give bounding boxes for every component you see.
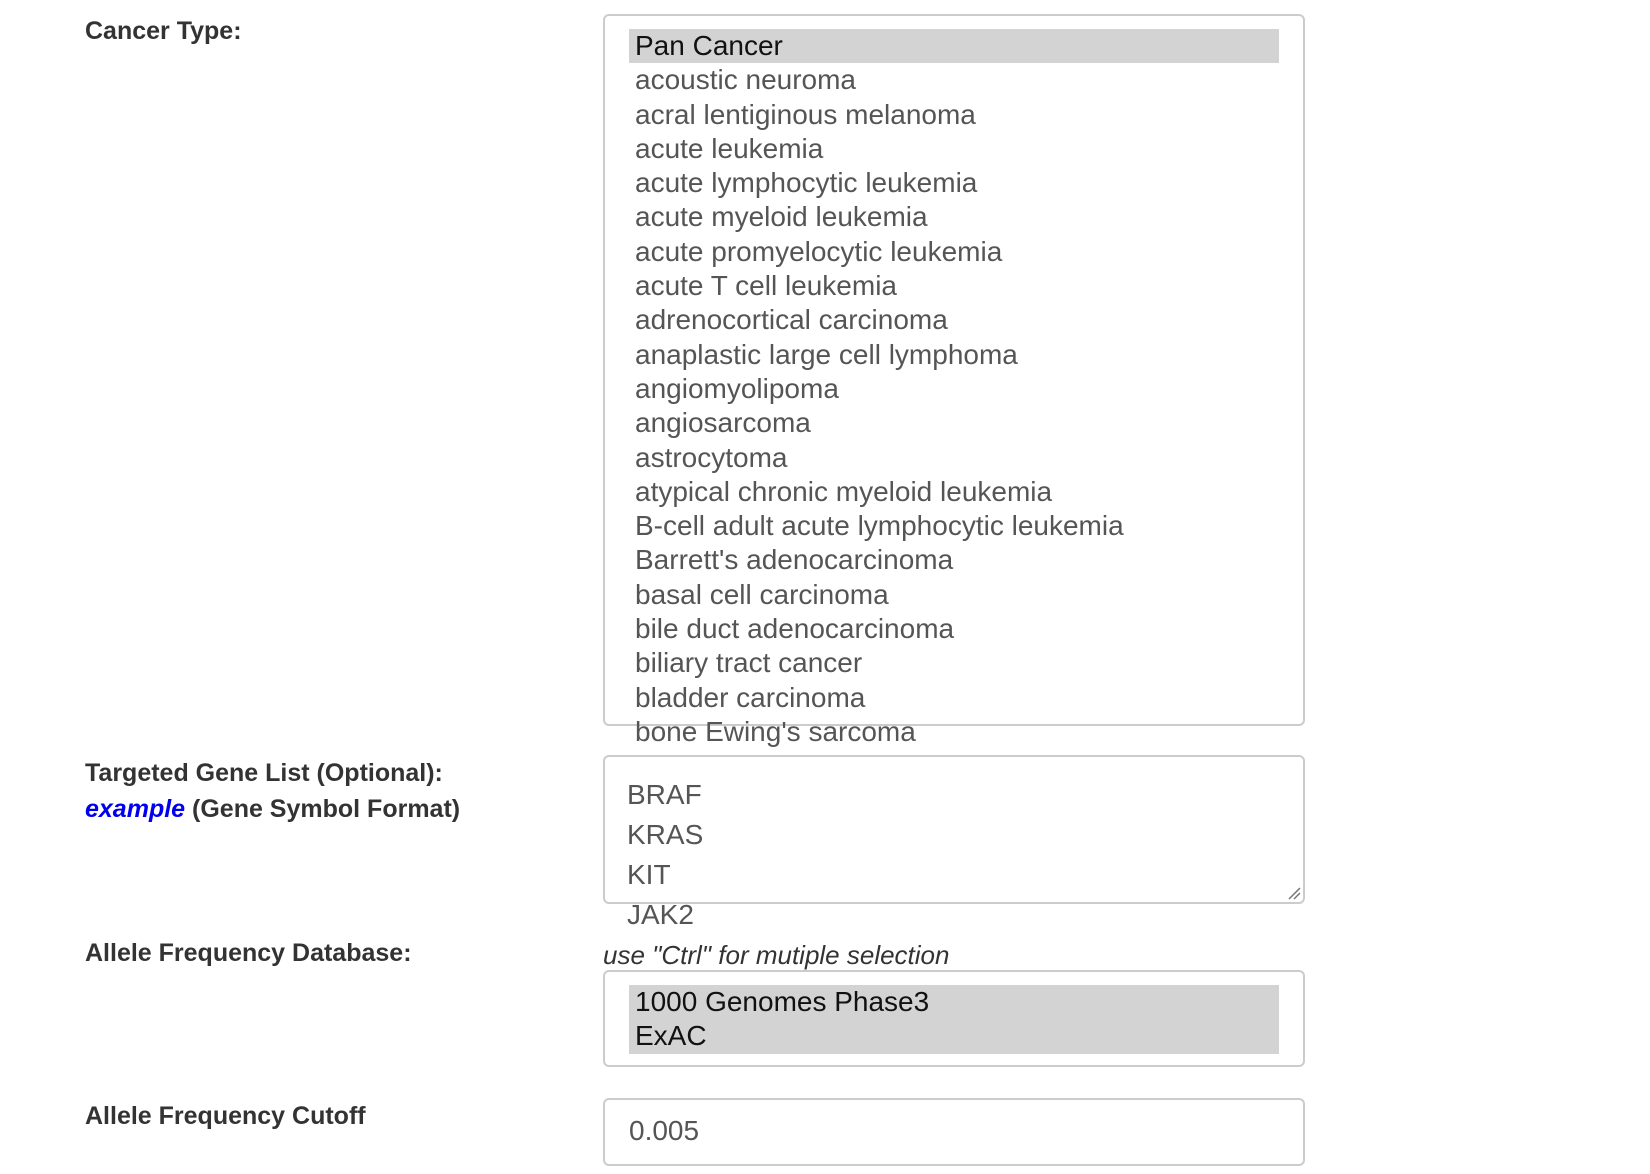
- cancer-type-option[interactable]: astrocytoma: [635, 441, 788, 473]
- allele-cutoff-value: 0.005: [629, 1115, 700, 1146]
- allele-cutoff-label: Allele Frequency Cutoff: [85, 1102, 366, 1130]
- gene-line: BRAF: [627, 779, 702, 810]
- cancer-type-option[interactable]: acute promyelocytic leukemia: [635, 235, 1003, 267]
- gene-line: JAK2: [627, 899, 694, 930]
- cancer-type-option[interactable]: acute T cell leukemia: [635, 270, 897, 302]
- cancer-type-options: [629, 29, 1279, 749]
- cancer-type-listbox[interactable]: [603, 14, 1305, 747]
- cancer-type-option[interactable]: adrenocortical carcinoma: [635, 304, 948, 336]
- gene-lines: [627, 775, 1303, 935]
- cancer-type-option[interactable]: bladder carcinoma: [635, 681, 866, 713]
- cancer-type-option[interactable]: basal cell carcinoma: [635, 578, 889, 610]
- cancer-type-option[interactable]: B-cell adult acute lymphocytic leukemia: [635, 510, 1124, 542]
- cancer-type-option[interactable]: anaplastic large cell lymphoma: [635, 338, 1018, 370]
- allele-cutoff-input[interactable]: [603, 1098, 1305, 1166]
- gene-list-label: Targeted Gene List (Optional):: [85, 759, 443, 787]
- cancer-type-option[interactable]: bone Ewing's sarcoma: [635, 715, 916, 747]
- gene-format-note: (Gene Symbol Format): [192, 795, 461, 823]
- cancer-type-option[interactable]: acral lentiginous melanoma: [635, 98, 976, 130]
- allele-db-option[interactable]: ExAC: [629, 1019, 1279, 1053]
- cancer-type-option[interactable]: acoustic neuroma: [635, 64, 857, 96]
- allele-db-label: Allele Frequency Database:: [85, 939, 412, 967]
- cancer-type-option[interactable]: bile duct adenocarcinoma: [635, 613, 955, 645]
- resize-grip-icon[interactable]: [1287, 886, 1301, 900]
- gene-list-textarea[interactable]: [603, 755, 1305, 930]
- gene-line: KIT: [627, 859, 671, 890]
- allele-db-options: [629, 985, 1279, 1054]
- gene-list-sublabel: [85, 791, 460, 827]
- cancer-type-option[interactable]: biliary tract cancer: [635, 647, 863, 679]
- cancer-type-option[interactable]: atypical chronic myeloid leukemia: [635, 475, 1053, 507]
- cancer-type-option[interactable]: acute leukemia: [635, 132, 824, 164]
- allele-db-option[interactable]: 1000 Genomes Phase3: [629, 985, 1279, 1019]
- cancer-type-option[interactable]: Pan Cancer: [629, 29, 1279, 63]
- cancer-type-option[interactable]: angiomyolipoma: [635, 372, 839, 404]
- multiple-selection-hint: use "Ctrl" for mutiple selection: [603, 940, 950, 970]
- cancer-type-option[interactable]: acute lymphocytic leukemia: [635, 167, 978, 199]
- cancer-type-option[interactable]: angiosarcoma: [635, 407, 811, 439]
- cancer-type-option[interactable]: Barrett's adenocarcinoma: [635, 544, 954, 576]
- gene-line: KRAS: [627, 819, 704, 850]
- allele-db-listbox[interactable]: [603, 970, 1305, 1067]
- cancer-type-label: Cancer Type:: [85, 17, 242, 45]
- example-link[interactable]: example: [85, 795, 186, 823]
- cancer-type-option[interactable]: acute myeloid leukemia: [635, 201, 928, 233]
